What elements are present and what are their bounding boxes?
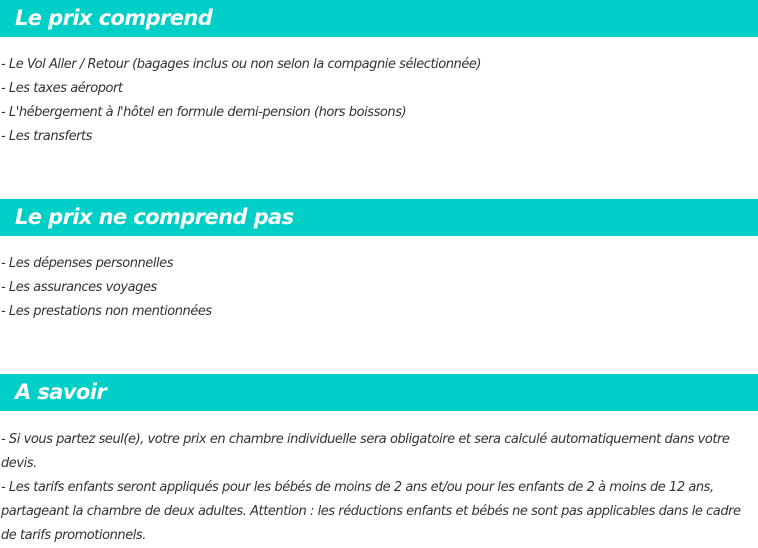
list-item: - Le Vol Aller / Retour (bagages inclus ou non selon la compagnie sélectionnée) — [1, 57, 482, 72]
section-title-included: Le prix comprend — [15, 6, 213, 30]
section-title-not-included: Le prix ne comprend pas — [15, 205, 294, 229]
list-item: - L'hébergement à l'hôtel en formule demi-pension (hors boissons) — [1, 105, 407, 120]
section-title-good-to-know: A savoir — [15, 380, 107, 404]
list-item: - Si vous partez seul(e), votre prix en chambre individuelle sera obligatoire et sera calculé automatiquement dans votre devis. — [1, 432, 730, 471]
list-item: - Les dépenses personnelles — [1, 256, 174, 271]
list-item: - Les transferts — [1, 129, 92, 144]
list-item: - Les tarifs enfants seront appliqués pour les bébés de moins de 2 ans et/ou pour les enfants de 2 à moins de 12 ans, partageant la chambre de deux adultes. Attention : les réductions enfants et bébés ne sont pas applicables dans le cadre de tarifs promotionnels. — [1, 480, 741, 543]
list-item: - Les taxes aéroport — [1, 81, 123, 96]
section-header-not-included — [0, 199, 758, 236]
included-list — [1, 53, 753, 149]
section-good-to-know — [0, 374, 758, 543]
list-item: - Les prestations non mentionnées — [1, 304, 212, 319]
section-included — [0, 0, 758, 144]
list-item: - Les assurances voyages — [1, 280, 157, 295]
section-header-good-to-know — [0, 374, 758, 411]
good-to-know-list — [1, 428, 753, 548]
section-header-included — [0, 0, 758, 37]
section-not-included — [0, 199, 758, 319]
not-included-list — [1, 252, 753, 324]
